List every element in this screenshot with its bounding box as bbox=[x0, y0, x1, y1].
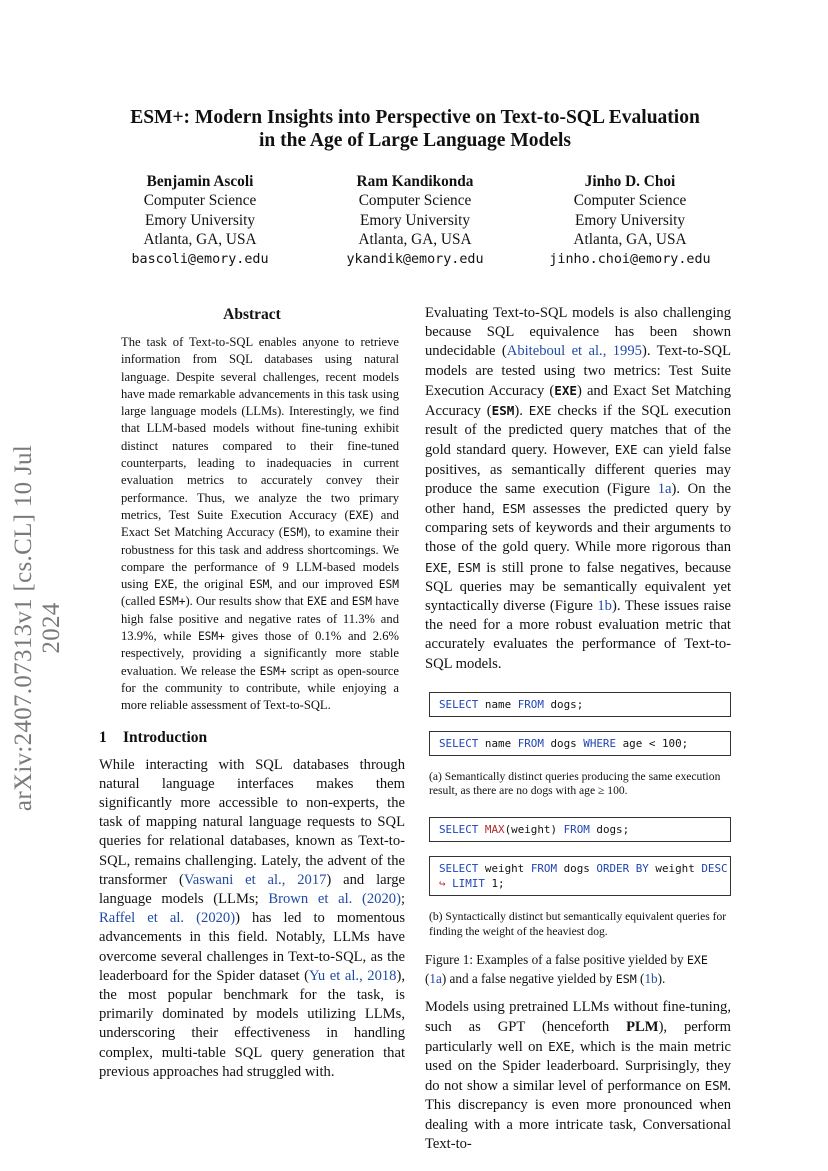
author-dept: Computer Science bbox=[573, 192, 687, 210]
figure-ref-link[interactable]: 1b bbox=[644, 970, 658, 986]
figure-1 bbox=[425, 692, 731, 951]
arxiv-identifier-stamp: arXiv:2407.07313v1 [cs.CL] 10 Jul 2024 bbox=[10, 444, 65, 812]
author-1 bbox=[100, 172, 300, 269]
author-location: Atlanta, GA, USA bbox=[573, 231, 687, 249]
sql-code-box: SELECT name FROM dogs; bbox=[429, 692, 731, 717]
author-dept: Computer Science bbox=[143, 192, 257, 210]
subfigure-caption-a: (a) Semantically distinct queries producing the same execution result, as there are no dogs with age ≥ 100. bbox=[429, 769, 721, 798]
sql-code-box: SELECT MAX(weight) FROM dogs; bbox=[429, 817, 731, 842]
citation-link[interactable]: Abiteboul et al., 1995 bbox=[506, 343, 642, 360]
title-line-1: ESM+: Modern Insights into Perspective on Text-to-SQL Evaluation bbox=[130, 107, 700, 128]
author-block bbox=[100, 172, 730, 269]
figure-ref-link[interactable]: 1a bbox=[429, 970, 442, 986]
sql-code-box: SELECT name FROM dogs WHERE age < 100; bbox=[429, 731, 731, 756]
section-title: Introduction bbox=[123, 728, 208, 746]
evaluation-paragraph: Evaluating Text-to-SQL models is also challenging because SQL equivalence has been shown undecidable (Abiteboul et al., 1995). Text-to-SQL models are tested using two metrics: Test Suite Execution Accuracy (EXE) and Exact Set Matching Accuracy (ESM). EXE checks if the SQL execution result of the predicted query matches that of the gold standard query. However, EXE can yield false positives, as semantically different queries may produce the same execution (Figure 1a). On the other hand, ESM assesses the predicted query by comparing sets of keywords and their arguments to those of the gold query. While more rigorous than EXE, ESM is still prone to false negatives, because SQL queries may be semantically equivalent yet syntactically diverse (Figure 1b). These issues raise the need for a more robust evaluation metric that accurately evaluates the performance of Text-to-SQL models. bbox=[425, 305, 732, 672]
author-dept: Computer Science bbox=[358, 192, 472, 210]
author-location: Atlanta, GA, USA bbox=[358, 231, 472, 249]
abstract-heading: Abstract bbox=[223, 306, 281, 323]
subfigure-caption-b: (b) Syntactically distinct but semantically equivalent queries for finding the weight of the heaviest dog. bbox=[429, 910, 727, 938]
left-column bbox=[99, 302, 405, 1082]
author-univ: Emory University bbox=[359, 211, 471, 229]
author-email[interactable]: jinho.choi@emory.edu bbox=[549, 251, 711, 267]
author-3 bbox=[530, 172, 730, 269]
figure-1-caption: Figure 1: Examples of a false positive yielded by EXE (1a) and a false negative yielded by ESM (1b). bbox=[425, 952, 708, 986]
citation-link[interactable]: Vaswani et al., 2017 bbox=[183, 871, 327, 888]
citation-link[interactable]: Brown et al. (2020) bbox=[268, 890, 401, 907]
abstract-text: The task of Text-to-SQL enables anyone to retrieve information from SQL databases using natural language. Despite several challenges, recent models have made remarkable advancements in this task using large language models (LLMs). Interestingly, we find that LLM-based models without fine-tuning exhibit distinct natures compared to their fine-tuned counterparts, leading to inadequacies in current evaluation metrics to accurately convey their performance. Thus, we analyze the two primary metrics, Test Suite Execution Accuracy (EXE) and Exact Set Matching Accuracy (ESM), to examine their robustness for this task and address shortcomings. We compare the performance of 9 LLM-based models using EXE, the original ESM, and our improved ESM (called ESM+). Our results show that EXE and ESM have high false positive and negative rates of 11.3% and 13.9%, while ESM+ gives those of 0.1% and 2.6% respectively, providing a significantly more stable evaluation. We release the ESM+ script as open-source for the community to contribute, while enjoying a more reliable assessment of Text-to-SQL. bbox=[121, 335, 400, 713]
citation-link[interactable]: Yu et al., 2018 bbox=[309, 967, 397, 984]
plm-paragraph: Models using pretrained LLMs without fine-tuning, such as GPT (henceforth PLM), perform particularly well on EXE, which is the main metric used on the Spider leaderboard. Surprisingly, they do not show a similar level of performance on ESM. This discrepancy is even more pronounced when dealing with a more intricate task, Conversational Text-to- bbox=[425, 999, 731, 1152]
section-heading-introduction bbox=[99, 729, 405, 747]
author-name: Jinho D. Choi bbox=[584, 173, 676, 190]
author-email[interactable]: ykandik@emory.edu bbox=[346, 251, 484, 267]
introduction-paragraph: While interacting with SQL databases through natural language interfaces makes them significantly more accessible to non-experts, the task of mapping natural language requests to SQL queries for relational databases, known as Text-to-SQL, remains challenging. Lately, the advent of the transformer (Vaswani et al., 2017) and large language models (LLMs; Brown et al. (2020); Raffel et al. (2020)) has led to momentous advancements in this field. Notably, LLMs have overcome several challenges in Text-to-SQL, as the leaderboard for the Spider dataset (Yu et al., 2018), the most popular benchmark for the task, is primarily dominated by models utilizing LLMs, underscoring their effectiveness in handling complex, multi-table SQL query generation that previous approaches had struggled with. bbox=[99, 756, 405, 1080]
author-univ: Emory University bbox=[574, 211, 686, 229]
author-univ: Emory University bbox=[144, 211, 256, 229]
citation-link[interactable]: Raffel et al. (2020) bbox=[99, 910, 236, 927]
section-number: 1 bbox=[99, 728, 107, 746]
author-2 bbox=[315, 172, 515, 269]
title-line-2: in the Age of Large Language Models bbox=[259, 130, 571, 151]
figure-ref-link[interactable]: 1a bbox=[657, 480, 672, 497]
author-name: Benjamin Ascoli bbox=[146, 173, 254, 190]
figure-ref-link[interactable]: 1b bbox=[597, 598, 612, 615]
paper-title bbox=[60, 106, 770, 152]
author-email[interactable]: bascoli@emory.edu bbox=[131, 251, 269, 267]
author-name: Ram Kandikonda bbox=[356, 173, 474, 190]
sql-code-box: SELECT weight FROM dogs ORDER BY weight DESC ↪ LIMIT 1; bbox=[429, 856, 731, 896]
right-column bbox=[425, 304, 731, 1154]
author-location: Atlanta, GA, USA bbox=[143, 231, 257, 249]
